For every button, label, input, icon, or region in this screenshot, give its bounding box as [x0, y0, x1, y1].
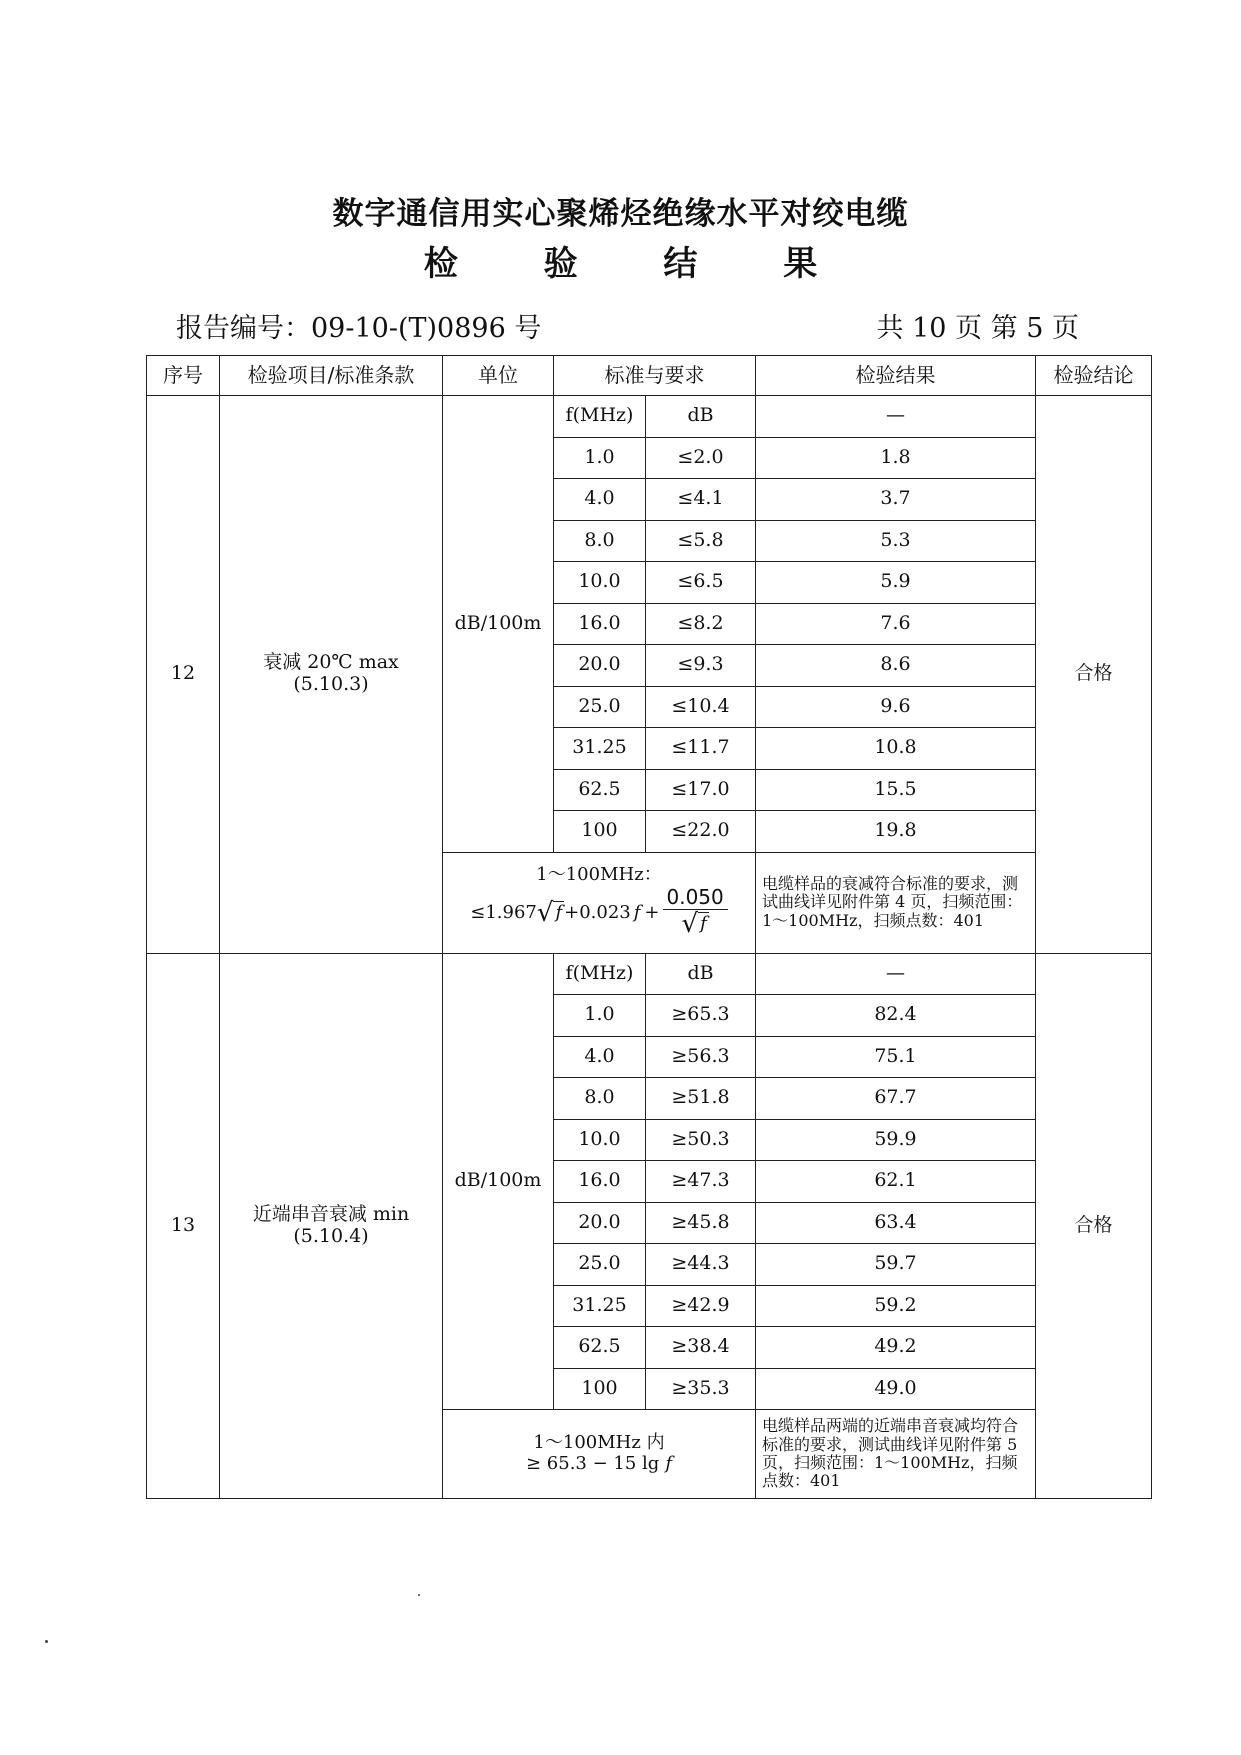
requirement: ≥42.9 — [646, 1285, 756, 1327]
unit-cell: dB/100m — [443, 953, 554, 1410]
requirement: ≤17.0 — [646, 769, 756, 811]
frequency: 62.5 — [554, 1327, 646, 1369]
result-note: 电缆样品两端的近端串音衰减均符合标准的要求，测试曲线详见附件第 5 页，扫频范围：1～100MHz，扫频点数：401 — [756, 1410, 1036, 1499]
page-counter: 共 10 页 第 5 页 — [876, 313, 1079, 344]
requirement: ≤22.0 — [646, 811, 756, 853]
frequency: 1.0 — [554, 437, 646, 479]
header-unit: 单位 — [443, 356, 554, 396]
requirement: ≥44.3 — [646, 1244, 756, 1286]
frequency: 20.0 — [554, 645, 646, 687]
requirement: ≥47.3 — [646, 1161, 756, 1203]
frequency: 1.0 — [554, 995, 646, 1037]
formula-plus: + — [644, 901, 660, 923]
header-requirement: 标准与要求 — [554, 356, 756, 396]
sqrt-term — [682, 910, 709, 940]
frequency: 8.0 — [554, 520, 646, 562]
result-value: 49.2 — [756, 1327, 1036, 1369]
frequency: 100 — [554, 811, 646, 853]
col-f-label: f(MHz) — [554, 396, 646, 438]
frequency: 16.0 — [554, 603, 646, 645]
frequency: 8.0 — [554, 1078, 646, 1120]
frequency: 16.0 — [554, 1161, 646, 1203]
formula-f: f — [633, 901, 641, 923]
requirement: ≥50.3 — [646, 1119, 756, 1161]
result-value: 59.9 — [756, 1119, 1036, 1161]
table-header-row — [147, 356, 1152, 396]
result-note: 电缆样品的衰减符合标准的要求，测试曲线详见附件第 4 页，扫频范围：1～100MHz，扫频点数：401 — [756, 852, 1036, 953]
formula-expr: ≥ 65.3 − 15 lg — [526, 1453, 660, 1474]
requirement: ≥56.3 — [646, 1036, 756, 1078]
fraction-denominator — [663, 910, 728, 940]
formula-cell — [443, 852, 756, 953]
requirement: ≥51.8 — [646, 1078, 756, 1120]
document-title: 数字通信用实心聚烯烃绝缘水平对绞电缆 — [332, 196, 909, 232]
formula-cell — [443, 1410, 756, 1499]
report-number: 报告编号：09-10-(T)0896 号 — [176, 313, 542, 344]
requirement: ≥65.3 — [646, 995, 756, 1037]
result-value: 5.3 — [756, 520, 1036, 562]
frequency: 25.0 — [554, 1244, 646, 1286]
formula-range: 1～100MHz 内 — [533, 1432, 665, 1454]
result-value: 15.5 — [756, 769, 1036, 811]
item-cell — [220, 396, 443, 954]
frequency: 31.25 — [554, 728, 646, 770]
fraction — [663, 886, 728, 940]
result-value: 49.0 — [756, 1368, 1036, 1410]
sqrt-f: f — [555, 901, 563, 923]
seq-number: 13 — [147, 953, 220, 1499]
frequency: 20.0 — [554, 1202, 646, 1244]
requirement: ≤4.1 — [646, 479, 756, 521]
result-value: 19.8 — [756, 811, 1036, 853]
requirement: ≤11.7 — [646, 728, 756, 770]
frequency: 10.0 — [554, 1119, 646, 1161]
item-clause: (5.10.3) — [293, 673, 369, 696]
result-value: 3.7 — [756, 479, 1036, 521]
col-result-dash: — — [756, 396, 1036, 438]
result-value: 59.2 — [756, 1285, 1036, 1327]
result-value: 75.1 — [756, 1036, 1036, 1078]
sqrt-term — [537, 899, 564, 929]
result-value: 59.7 — [756, 1244, 1036, 1286]
col-f-label: f(MHz) — [554, 953, 646, 995]
result-value: 10.8 — [756, 728, 1036, 770]
requirement: ≤9.3 — [646, 645, 756, 687]
result-value: 67.7 — [756, 1078, 1036, 1120]
requirement: ≤2.0 — [646, 437, 756, 479]
col-db-label: dB — [646, 396, 756, 438]
result-value: 7.6 — [756, 603, 1036, 645]
results-table — [146, 355, 1152, 1499]
item-clause: (5.10.4) — [293, 1224, 369, 1247]
result-value: 82.4 — [756, 995, 1036, 1037]
table-row — [147, 953, 1152, 995]
result-value: 5.9 — [756, 562, 1036, 604]
frequency: 31.25 — [554, 1285, 646, 1327]
header-seq: 序号 — [147, 356, 220, 396]
frequency: 25.0 — [554, 686, 646, 728]
requirement: ≤5.8 — [646, 520, 756, 562]
item-name: 衰减 20℃ max — [263, 651, 399, 674]
result-value: 9.6 — [756, 686, 1036, 728]
formula-mid: +0.023 — [564, 901, 631, 923]
scan-speck — [45, 1640, 48, 1643]
requirement: ≤8.2 — [646, 603, 756, 645]
unit-cell: dB/100m — [443, 396, 554, 853]
sqrt-f: f — [700, 912, 707, 934]
seq-number: 12 — [147, 396, 220, 954]
requirement: ≥38.4 — [646, 1327, 756, 1369]
frequency: 62.5 — [554, 769, 646, 811]
radical-symbol: √ — [536, 897, 554, 928]
conclusion: 合格 — [1036, 953, 1152, 1499]
item-name: 近端串音衰减 min — [252, 1202, 410, 1225]
formula-range: 1～100MHz： — [536, 864, 662, 886]
requirement: ≤10.4 — [646, 686, 756, 728]
col-result-dash: — — [756, 953, 1036, 995]
item-cell — [220, 953, 443, 1499]
result-value: 1.8 — [756, 437, 1036, 479]
header-conclusion: 检验结论 — [1036, 356, 1152, 396]
result-value: 62.1 — [756, 1161, 1036, 1203]
frequency: 100 — [554, 1368, 646, 1410]
requirement: ≥35.3 — [646, 1368, 756, 1410]
frequency: 4.0 — [554, 479, 646, 521]
header-result: 检验结果 — [756, 356, 1036, 396]
radical-symbol: √ — [681, 908, 699, 939]
scan-speck — [418, 1594, 420, 1596]
formula-expression — [443, 886, 755, 940]
conclusion: 合格 — [1036, 396, 1152, 954]
result-value: 63.4 — [756, 1202, 1036, 1244]
requirement: ≥45.8 — [646, 1202, 756, 1244]
fraction-numerator: 0.050 — [663, 886, 728, 910]
table-row — [147, 396, 1152, 438]
result-value: 8.6 — [756, 645, 1036, 687]
frequency: 4.0 — [554, 1036, 646, 1078]
formula-lead: ≤1.967 — [470, 901, 537, 923]
frequency: 10.0 — [554, 562, 646, 604]
formula-expression — [443, 1454, 755, 1475]
header-item: 检验项目/标准条款 — [220, 356, 443, 396]
col-db-label: dB — [646, 953, 756, 995]
document-subtitle: 检 验 结 果 — [423, 244, 848, 284]
requirement: ≤6.5 — [646, 562, 756, 604]
formula-f: f — [665, 1453, 672, 1474]
